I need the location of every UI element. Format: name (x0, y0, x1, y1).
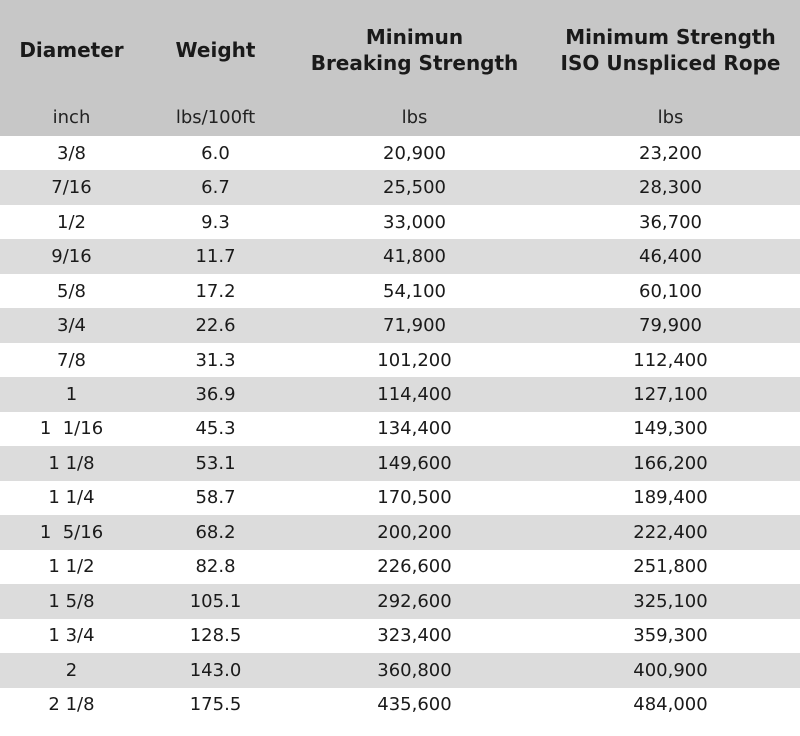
weight-cell: 143.0 (189, 659, 242, 681)
iso-strength-cell: 189,400 (633, 487, 708, 509)
weight-cell: 58.7 (195, 487, 236, 509)
header-min-breaking-strength: Minimun Breaking Strength (310, 25, 519, 75)
header-min-strength-iso: Minimum Strength ISO Unspliced Rope (560, 25, 781, 75)
iso-strength-cell: 222,400 (633, 521, 708, 543)
weight-cell: 175.5 (189, 694, 242, 716)
table-row (0, 688, 800, 722)
breaking-strength-cell: 200,200 (377, 521, 452, 543)
table-row (0, 481, 800, 515)
iso-strength-cell: 36,700 (639, 211, 702, 233)
iso-strength-cell: 484,000 (633, 694, 708, 716)
diameter-cell: 1 5/8 (48, 590, 95, 612)
iso-strength-cell: 359,300 (633, 625, 708, 647)
iso-strength-cell: 400,900 (633, 659, 708, 681)
iso-strength-cell: 112,400 (633, 349, 708, 371)
breaking-strength-cell: 54,100 (383, 280, 446, 302)
table-row (0, 308, 800, 342)
table-row (0, 446, 800, 480)
breaking-strength-cell: 323,400 (377, 625, 452, 647)
table-row (0, 343, 800, 377)
table-row (0, 170, 800, 204)
table-row (0, 550, 800, 584)
iso-strength-cell: 127,100 (633, 384, 708, 406)
breaking-strength-cell: 435,600 (377, 694, 452, 716)
breaking-strength-cell: 41,800 (383, 246, 446, 268)
weight-cell: 31.3 (195, 349, 236, 371)
iso-strength-cell: 149,300 (633, 418, 708, 440)
breaking-strength-cell: 71,900 (383, 315, 446, 337)
weight-cell: 6.0 (201, 142, 230, 164)
diameter-cell: 1 1/8 (48, 452, 95, 474)
diameter-cell: 1/2 (57, 211, 86, 233)
iso-strength-cell: 325,100 (633, 590, 708, 612)
diameter-cell: 3/8 (57, 142, 86, 164)
diameter-cell: 1 1/2 (48, 556, 95, 578)
diameter-cell: 9/16 (51, 246, 92, 268)
unit-min-strength-iso: lbs (657, 106, 684, 128)
breaking-strength-cell: 134,400 (377, 418, 452, 440)
weight-cell: 82.8 (195, 556, 236, 578)
unit-diameter: inch (52, 106, 91, 128)
breaking-strength-cell: 114,400 (377, 384, 452, 406)
header-diameter: Diameter (19, 38, 124, 62)
diameter-cell: 5/8 (57, 280, 86, 302)
weight-cell: 6.7 (201, 177, 230, 199)
iso-strength-cell: 79,900 (639, 315, 702, 337)
diameter-cell: 2 (65, 659, 78, 681)
table-row (0, 584, 800, 618)
unit-weight: lbs/100ft (175, 106, 256, 128)
table-row (0, 377, 800, 411)
diameter-cell: 1 5/16 (39, 521, 104, 543)
diameter-cell: 2 1/8 (48, 694, 95, 716)
table-row (0, 274, 800, 308)
weight-cell: 68.2 (195, 521, 236, 543)
breaking-strength-cell: 149,600 (377, 452, 452, 474)
iso-strength-cell: 46,400 (639, 246, 702, 268)
iso-strength-cell: 60,100 (639, 280, 702, 302)
diameter-cell: 1 1/4 (48, 487, 95, 509)
table-row (0, 653, 800, 687)
breaking-strength-cell: 25,500 (383, 177, 446, 199)
breaking-strength-cell: 292,600 (377, 590, 452, 612)
breaking-strength-cell: 20,900 (383, 142, 446, 164)
diameter-cell: 1 1/16 (39, 418, 104, 440)
breaking-strength-cell: 360,800 (377, 659, 452, 681)
diameter-cell: 1 3/4 (48, 625, 95, 647)
weight-cell: 128.5 (189, 625, 242, 647)
breaking-strength-cell: 170,500 (377, 487, 452, 509)
weight-cell: 36.9 (195, 384, 236, 406)
weight-cell: 105.1 (189, 590, 242, 612)
weight-cell: 22.6 (195, 315, 236, 337)
table-row (0, 136, 800, 170)
table-row (0, 619, 800, 653)
iso-strength-cell: 166,200 (633, 452, 708, 474)
breaking-strength-cell: 33,000 (383, 211, 446, 233)
weight-cell: 45.3 (195, 418, 236, 440)
diameter-cell: 3/4 (57, 315, 86, 337)
weight-cell: 9.3 (201, 211, 230, 233)
weight-cell: 53.1 (195, 452, 236, 474)
header-weight: Weight (175, 38, 256, 62)
unit-min-breaking-strength: lbs (401, 106, 428, 128)
table-row (0, 205, 800, 239)
diameter-cell: 7/8 (57, 349, 86, 371)
diameter-cell: 7/16 (51, 177, 92, 199)
iso-strength-cell: 28,300 (639, 177, 702, 199)
weight-cell: 11.7 (195, 246, 236, 268)
table-row (0, 515, 800, 549)
table-row (0, 412, 800, 446)
breaking-strength-cell: 101,200 (377, 349, 452, 371)
iso-strength-cell: 251,800 (633, 556, 708, 578)
table-body (0, 136, 800, 722)
table-header (0, 0, 800, 136)
diameter-cell: 1 (65, 384, 78, 406)
breaking-strength-cell: 226,600 (377, 556, 452, 578)
table-row (0, 239, 800, 273)
iso-strength-cell: 23,200 (639, 142, 702, 164)
weight-cell: 17.2 (195, 280, 236, 302)
